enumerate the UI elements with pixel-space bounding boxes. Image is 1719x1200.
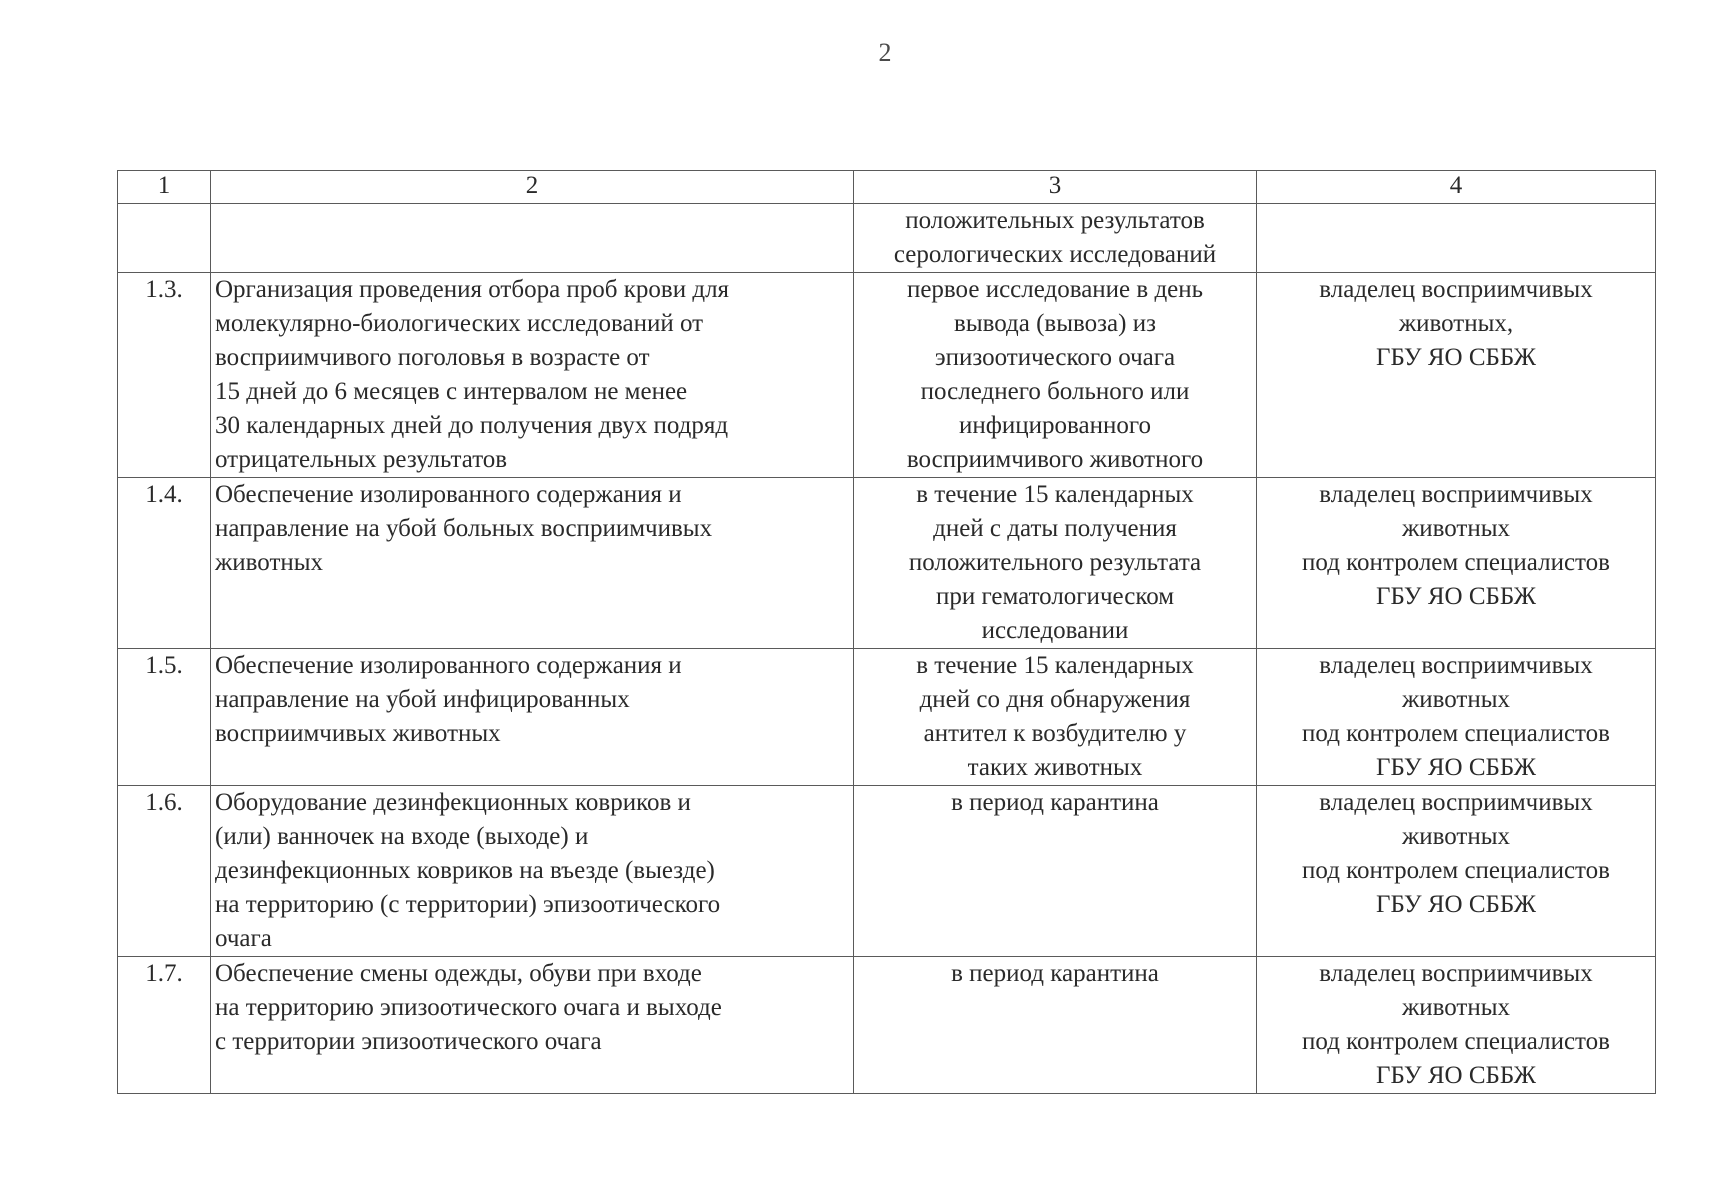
term-line: в период карантина: [951, 960, 1159, 987]
item-number-cell: 1.5.: [118, 649, 211, 786]
term-line: эпизоотического очага: [934, 344, 1176, 371]
responsible-cell: [1257, 478, 1656, 649]
task-cell: [211, 273, 854, 478]
task-line: Оборудование дезинфекционных ковриков и: [215, 789, 691, 816]
responsible-line: под контролем специалистов: [1302, 857, 1610, 884]
table-header-row: [118, 171, 1656, 204]
task-line: Обеспечение изолированного содержания и: [215, 481, 682, 508]
task-line: Обеспечение изолированного содержания и: [215, 652, 682, 679]
term-line: в течение 15 календарных: [916, 652, 1194, 679]
table-row: [118, 649, 1656, 786]
column-header-2: 2: [211, 171, 854, 204]
task-line: 30 календарных дней до получения двух подряд: [215, 412, 729, 439]
responsible-line: владелец восприимчивых: [1319, 789, 1593, 816]
term-line: в период карантина: [951, 789, 1159, 816]
responsible-line: животных: [1401, 994, 1511, 1021]
task-line: с территории эпизоотического очага: [215, 1028, 602, 1055]
term-cell: [854, 478, 1257, 649]
responsible-cell: [1257, 649, 1656, 786]
term-line: исследовании: [981, 617, 1129, 644]
term-line: серологических исследований: [893, 241, 1217, 268]
responsible-line: животных,: [1398, 310, 1514, 337]
responsible-line: под контролем специалистов: [1302, 549, 1610, 576]
responsible-line: под контролем специалистов: [1302, 720, 1610, 747]
table-row: [118, 478, 1656, 649]
continuation-row: [118, 204, 1656, 273]
task-line: на территорию (с территории) эпизоотического: [215, 891, 721, 918]
table-row: [118, 786, 1656, 957]
task-line: направление на убой инфицированных: [215, 686, 630, 713]
page-number: 2: [878, 38, 892, 67]
table-body: [118, 171, 1656, 1094]
responsible-line: ГБУ ЯО СББЖ: [1375, 583, 1537, 610]
task-line: очага: [215, 925, 272, 952]
term-line: инфицированного: [958, 412, 1152, 439]
task-cell: [211, 957, 854, 1094]
table-row: [118, 273, 1656, 478]
task-line: Обеспечение смены одежды, обуви при входе: [215, 960, 702, 987]
responsible-line: владелец восприимчивых: [1319, 652, 1593, 679]
responsible-line: животных: [1401, 823, 1511, 850]
continuation-responsible-cell: [1257, 204, 1656, 273]
term-line: таких животных: [967, 754, 1143, 781]
task-line: на территорию эпизоотического очага и выходе: [215, 994, 722, 1021]
term-cell: [854, 957, 1257, 1094]
item-number-cell: 1.3.: [118, 273, 211, 478]
table-row: [118, 957, 1656, 1094]
responsible-cell: [1257, 273, 1656, 478]
term-cell: [854, 649, 1257, 786]
responsible-line: под контролем специалистов: [1302, 1028, 1610, 1055]
responsible-line: животных: [1401, 515, 1511, 542]
continuation-number-cell: [118, 204, 211, 273]
task-line: восприимчивого поголовья в возрасте от: [215, 344, 650, 371]
term-line: первое исследование в день: [906, 276, 1204, 303]
term-cell: [854, 786, 1257, 957]
column-header-3: 3: [854, 171, 1257, 204]
term-line: дней с даты получения: [933, 515, 1177, 542]
task-cell: [211, 478, 854, 649]
term-cell: [854, 273, 1257, 478]
responsible-line: ГБУ ЯО СББЖ: [1375, 1062, 1537, 1089]
continuation-term-cell: [854, 204, 1257, 273]
item-number-cell: 1.6.: [118, 786, 211, 957]
term-line: последнего больного или: [920, 378, 1190, 405]
column-header-4: 4: [1257, 171, 1656, 204]
term-line: восприимчивого животного: [906, 446, 1204, 473]
term-line: при гематологическом: [935, 583, 1175, 610]
item-number-cell: 1.7.: [118, 957, 211, 1094]
responsible-line: владелец восприимчивых: [1319, 276, 1593, 303]
measures-table: [117, 170, 1656, 1094]
term-line: в течение 15 календарных: [916, 481, 1194, 508]
task-line: молекулярно-биологических исследований от: [215, 310, 704, 337]
term-line: положительного результата: [908, 549, 1202, 576]
column-header-1: 1: [118, 171, 211, 204]
task-cell: [211, 786, 854, 957]
term-line: антител к возбудителю у: [923, 720, 1187, 747]
task-cell: [211, 649, 854, 786]
item-number-cell: 1.4.: [118, 478, 211, 649]
task-line: дезинфекционных ковриков на въезде (выезде): [215, 857, 715, 884]
responsible-line: владелец восприимчивых: [1319, 481, 1593, 508]
task-line: Организация проведения отбора проб крови для: [215, 276, 730, 303]
continuation-task-cell: [211, 204, 854, 273]
responsible-line: ГБУ ЯО СББЖ: [1375, 891, 1537, 918]
task-line: восприимчивых животных: [215, 720, 501, 747]
responsible-line: ГБУ ЯО СББЖ: [1375, 754, 1537, 781]
term-line: положительных результатов: [905, 207, 1205, 234]
task-line: (или) ванночек на входе (выходе) и: [215, 823, 589, 850]
responsible-cell: [1257, 786, 1656, 957]
responsible-line: ГБУ ЯО СББЖ: [1375, 344, 1537, 371]
task-line: отрицательных результатов: [215, 446, 508, 473]
responsible-line: животных: [1401, 686, 1511, 713]
task-line: 15 дней до 6 месяцев с интервалом не менее: [215, 378, 688, 405]
task-line: животных: [215, 549, 324, 576]
term-line: дней со дня обнаружения: [919, 686, 1191, 713]
responsible-cell: [1257, 957, 1656, 1094]
responsible-line: владелец восприимчивых: [1319, 960, 1593, 987]
term-line: вывода (вывоза) из: [954, 310, 1156, 337]
task-line: направление на убой больных восприимчивых: [215, 515, 713, 542]
